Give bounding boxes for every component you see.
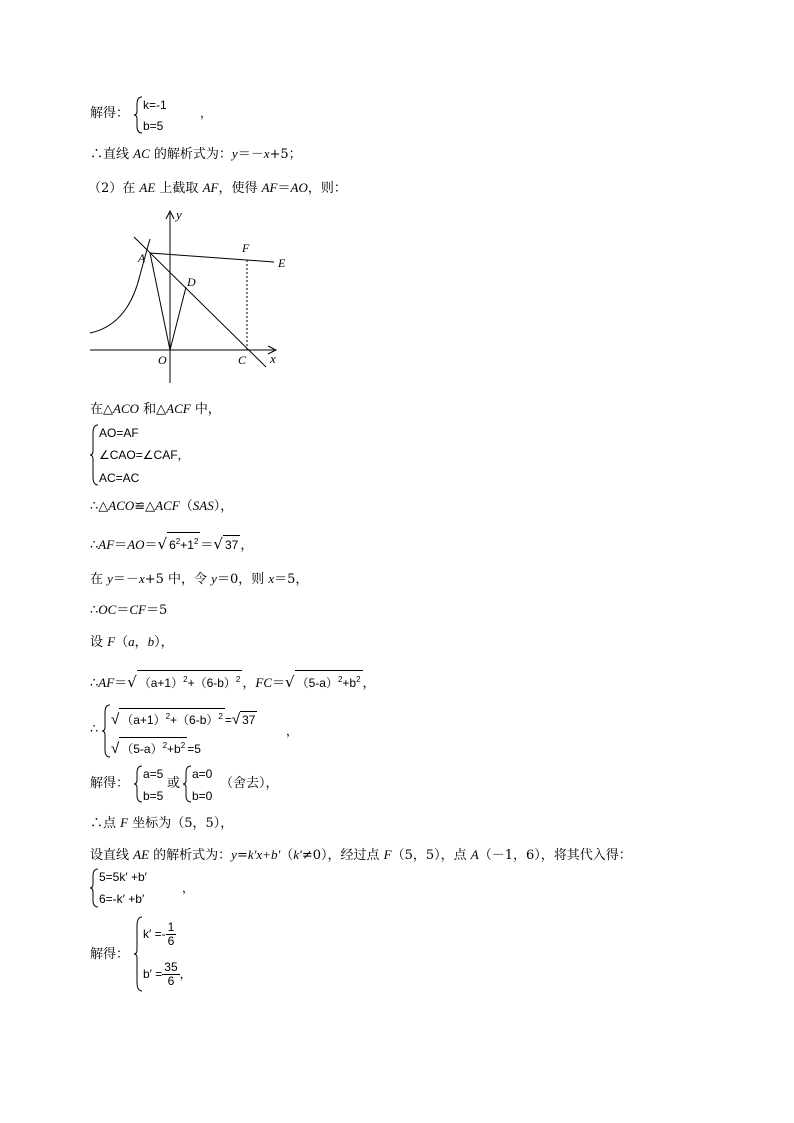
- therefore: ∴: [90, 722, 99, 737]
- solution-line-13: 解得：: [90, 776, 130, 791]
- solution-line-17: 解得：: [90, 947, 130, 962]
- label-y: y: [176, 207, 182, 222]
- label-c: C: [238, 353, 247, 367]
- sqrt: √ $(a+1)^2+(6-b)^2$: [111, 708, 225, 727]
- punct: ，: [182, 881, 195, 895]
- sqrt: √ $(a+1)^2+(6-b)^2$: [127, 670, 242, 692]
- system-row: 6=-k′ +b′: [99, 892, 145, 906]
- system-row: b=5: [143, 119, 164, 133]
- segment-ao: [150, 253, 170, 350]
- solution-line-10: 设 F（a，b），: [90, 634, 174, 650]
- sqrt: √ 37: [231, 711, 256, 728]
- system-row: AO=AF: [99, 426, 139, 440]
- system-row: k=-1: [143, 98, 167, 112]
- solution-line-15: 设直线 AE 的解析式为：y=k'x+b'（k'≠0），经过点 F（5，5），点 A（－1，6），将其代入得：: [90, 847, 632, 863]
- system-row: b′ = $\frac{35}{6}$ ，: [143, 960, 192, 989]
- line-ae: [150, 253, 274, 262]
- solution-line-11: ∴AF＝√ $(a+1)^2+(6-b)^2$ ，FC＝√ $(5-a)^2+b^2$ ，: [90, 670, 376, 692]
- system-row: a=5: [143, 767, 164, 781]
- punct: ，: [286, 724, 299, 738]
- system-row: ∠CAO=∠CAF，: [99, 448, 190, 462]
- label-x: x: [270, 351, 276, 366]
- system-row: b=0: [192, 789, 213, 803]
- label-d: D: [187, 275, 196, 289]
- sqrt: √ 37: [213, 535, 239, 553]
- discarded-note: （舍去），: [220, 776, 279, 791]
- or-word: 或: [167, 776, 181, 791]
- system-row: 5=5k′ +b′: [99, 870, 147, 884]
- system-row: a=0: [192, 767, 213, 781]
- system-row: k′ =- $\frac{1}{6}$: [143, 920, 175, 949]
- solution-line-9: ∴OC＝CF＝5: [90, 602, 168, 618]
- system-row: AC=AC: [99, 471, 140, 485]
- label-o: O: [158, 353, 167, 367]
- label-e: E: [278, 256, 286, 270]
- segment-od: [170, 287, 186, 350]
- solution-line-3: （2）在 AE 上截取 AF，使得 AF＝AO，则：: [88, 180, 347, 196]
- punct: ，: [200, 106, 213, 120]
- system-row: √ $(5-a)^2+b^2 =5$: [111, 737, 201, 756]
- sqrt: √ $(5-a)^2+b^2$: [285, 670, 363, 692]
- geometry-figure: [88, 205, 288, 385]
- solution-line-6: ∴△ACO≌△ACF（SAS），: [90, 498, 234, 514]
- solution-line-4: 在△ACO 和△ACF 中，: [90, 401, 221, 417]
- solution-line-2: ∴直线 AC 的解析式为：y＝－x+5；: [90, 146, 302, 162]
- solution-line-14: ∴点 F 坐标为（5，5），: [90, 815, 234, 831]
- fraction: $\frac{1}{6}$: [167, 920, 175, 949]
- sqrt: √ $(5-a)^2+b^2$: [111, 737, 187, 756]
- solution-line-1: [90, 106, 129, 122]
- sqrt: √ $6^2+1^2$: [158, 532, 201, 554]
- label: 解得：: [90, 106, 130, 121]
- system-row: b=5: [143, 789, 164, 803]
- system-row: √ $(a+1)^2+(6-b)^2$ =√ 37: [111, 708, 257, 727]
- label-a: A: [138, 251, 146, 265]
- fraction: $\frac{35}{6}$: [164, 960, 178, 989]
- solution-line-7: ∴AF＝AO＝√ $6^2+1^2$ ＝√ 37 ，: [90, 532, 253, 554]
- label-f: F: [242, 241, 250, 255]
- solution-line-8: 在 y＝－x+5 中，令 y＝0，则 x＝5，: [90, 571, 309, 587]
